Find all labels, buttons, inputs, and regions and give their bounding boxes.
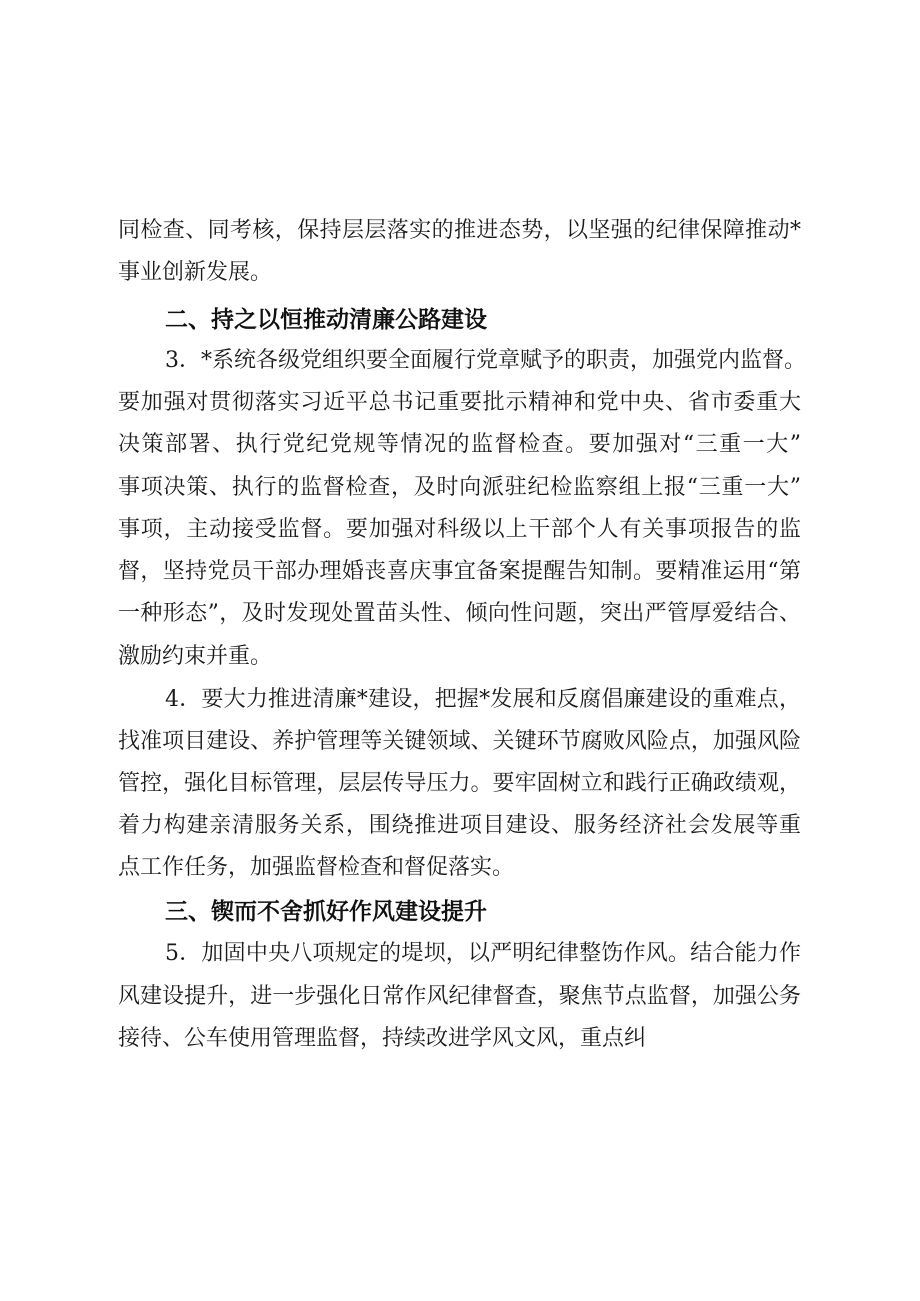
body-text-line: 要加强对贯彻落实习近平总书记重要批示精神和党中央、省市委重大 <box>118 390 801 415</box>
body-text-line: 一种形态”，及时发现处置苗头性、倾向性问题，突出严管厚爱结合、 <box>118 601 801 626</box>
body-text-line: 管控，强化目标管理，层层传导压力。要牢固树立和践行正确政绩观， <box>118 771 801 796</box>
body-text-line: 着力构建亲清服务关系，围绕推进项目建设、服务经济社会发展等重 <box>118 813 801 838</box>
body-text-line: 接待、公车使用管理监督，持续改进学风文风，重点纠 <box>118 1026 647 1051</box>
body-text-line: 风建设提升，进一步强化日常作风纪律督查，聚焦节点监督，加强公务 <box>118 984 801 1009</box>
body-text-line: 5．加固中央八项规定的堤坝，以严明纪律整饬作风。结合能力作 <box>165 941 801 966</box>
body-text-line: 3．*系统各级党组织要全面履行党章赋予的职责，加强党内监督。 <box>165 348 806 373</box>
body-text-line: 点工作任务，加强监督检查和督促落实。 <box>118 855 515 880</box>
section-heading-2: 二、持之以恒推动清廉公路建设 <box>165 307 487 333</box>
body-text-line: 激励约束并重。 <box>118 644 273 669</box>
body-text-line: 决策部署、执行党纪党规等情况的监督检查。要加强对“三重一大” <box>118 432 801 457</box>
body-text-line: 事项，主动接受监督。要加强对科级以上干部个人有关事项报告的监 <box>118 517 801 542</box>
body-text-line: 事业创新发展。 <box>118 260 273 285</box>
body-text-line: 找准项目建设、养护管理等关键领域、关键环节腐败风险点，加强风险 <box>118 729 801 754</box>
body-text-line: 督，坚持党员干部办理婚丧喜庆事宜备案提醒告知制。要精准运用“第 <box>118 559 801 584</box>
section-heading-3: 三、锲而不舍抓好作风建设提升 <box>165 899 487 925</box>
body-text-line: 4．要大力推进清廉*建设，把握*发展和反腐倡廉建设的重难点， <box>165 687 801 712</box>
body-text-line: 同检查、同考核，保持层层落实的推进态势，以坚强的纪律保障推动* <box>118 218 801 243</box>
body-text-line: 事项决策、执行的监督检查，及时向派驻纪检监察组上报“三重一大” <box>118 475 801 500</box>
